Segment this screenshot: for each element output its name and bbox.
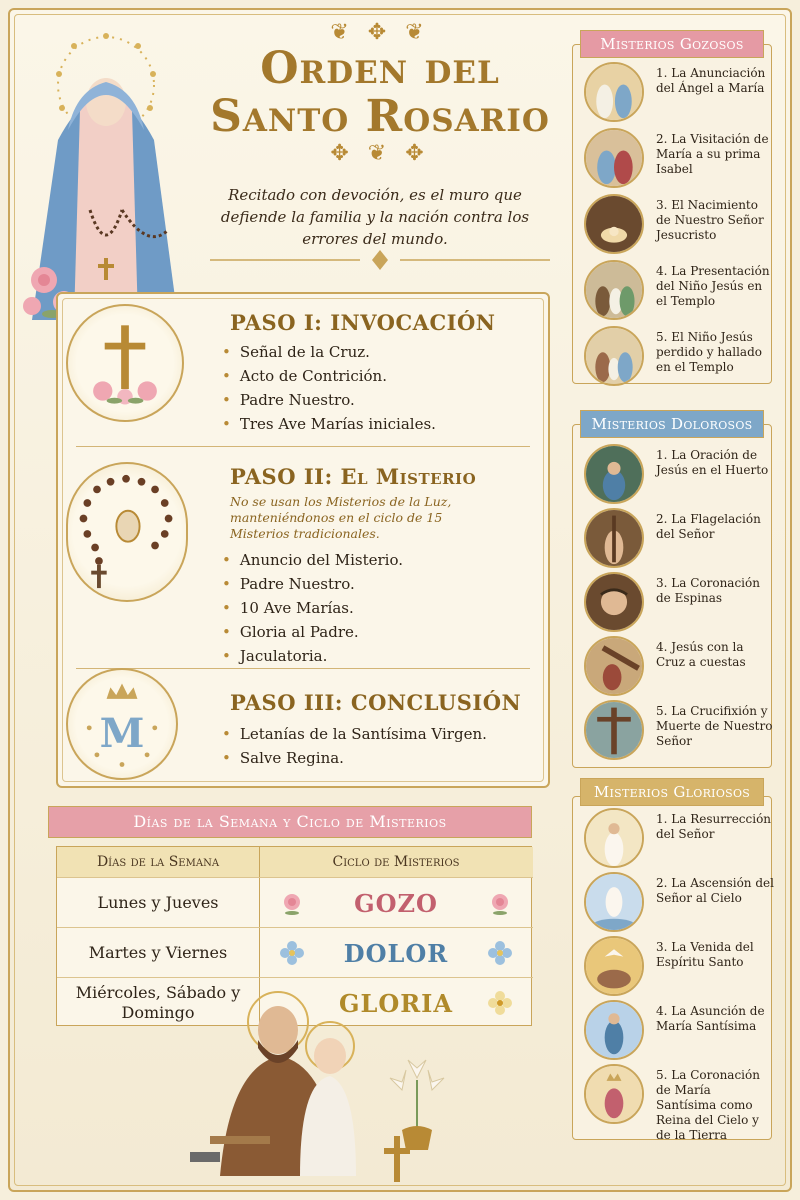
- step-2-note: No se usan los Misterios de la Luz, manteniéndonos en el ciclo de 15 Misterios tradicionales.: [230, 494, 452, 541]
- days-banner: Días de la Semana y Ciclo de Misterios: [48, 806, 532, 838]
- mystery-text: 2. La Visitación de María a su prima Isabel: [656, 132, 769, 176]
- mystery-text: 2. La Ascensión del Señor al Cielo: [656, 876, 774, 905]
- step-2-title: PASO II: El Misterio: [230, 464, 477, 489]
- list-item: • Letanías de la Santísima Virgen.: [222, 722, 487, 746]
- mystery-text: 1. La Anunciación del Ángel a María: [656, 66, 766, 95]
- mystery-item: [584, 444, 774, 508]
- mystery-text: 4. Jesús con la Cruz a cuestas: [656, 640, 746, 669]
- mystery-item: [584, 1064, 774, 1142]
- step-separator: [76, 668, 530, 669]
- mystery-item: [584, 936, 774, 1000]
- pink-rose-icon: [487, 890, 513, 916]
- svg-text:M: M: [99, 709, 145, 758]
- coronation-mary-icon: [584, 1064, 644, 1124]
- list-item: • Señal de la Cruz.: [222, 340, 436, 364]
- table-row: [57, 927, 533, 977]
- page-title-line2: Santo Rosario: [210, 91, 550, 142]
- scourging-icon: [584, 508, 644, 568]
- mystery-text: 3. El Nacimiento de Nuestro Señor Jesucristo: [656, 198, 764, 242]
- crowning-thorns-icon: [584, 572, 644, 632]
- gloriosos-banner: Misterios Gloriosos: [580, 778, 764, 806]
- cycle-col-header: Ciclo de Misterios: [259, 847, 533, 877]
- mystery-text: 5. El Niño Jesús perdido y hallado en el Templo: [656, 330, 762, 374]
- page-title-line1: Orden del: [260, 43, 500, 94]
- ascension-icon: [584, 872, 644, 932]
- step-3-title: PASO III: CONCLUSIÓN: [230, 690, 522, 715]
- mystery-item: [584, 700, 774, 764]
- assumption-icon: [584, 1000, 644, 1060]
- finding-in-temple-icon: [584, 326, 644, 386]
- step-2-bullets: [222, 548, 403, 668]
- list-item: • Jaculatoria.: [222, 644, 403, 668]
- day-cell: Miércoles, Sábado y Domingo: [75, 983, 241, 1022]
- cycle-cell: DOLOR: [343, 938, 449, 968]
- day-cell: Lunes y Jueves: [97, 893, 219, 912]
- mystery-item: [584, 128, 774, 192]
- resurrection-icon: [584, 808, 644, 868]
- list-item: • Padre Nuestro.: [222, 572, 403, 596]
- mystery-item: [584, 872, 774, 936]
- virgin-mary-illustration: [18, 30, 198, 320]
- pentecost-icon: [584, 936, 644, 996]
- mystery-item: [584, 572, 774, 636]
- carrying-cross-icon: [584, 636, 644, 696]
- mystery-item: [584, 636, 774, 700]
- mystery-text: 4. La Presentación del Niño Jesús en el Templo: [656, 264, 770, 308]
- mystery-item: [584, 808, 774, 872]
- cycle-cell: GOZO: [354, 888, 438, 918]
- step-3-bullets: [222, 722, 487, 770]
- mystery-item: [584, 194, 774, 258]
- days-col-header: Días de la Semana: [57, 847, 259, 877]
- list-item: • Padre Nuestro.: [222, 388, 436, 412]
- nativity-icon: [584, 194, 644, 254]
- mystery-item: [584, 508, 774, 572]
- mystery-text: 5. La Crucifixión y Muerte de Nuestro Señor: [656, 704, 773, 748]
- blue-flower-icon: [279, 940, 305, 966]
- step-1-title: PASO I: INVOCACIÓN: [230, 310, 496, 335]
- marian-monogram-icon: [66, 668, 178, 780]
- table-row: [57, 877, 533, 927]
- ornamental-divider-icon: [210, 248, 550, 272]
- title-ornament-bottom-icon: ✥ ❦ ✥: [330, 141, 430, 166]
- list-item: • Salve Regina.: [222, 746, 487, 770]
- gozosos-banner: Misterios Gozosos: [580, 30, 764, 58]
- lilies-vase-icon: [384, 1050, 450, 1150]
- list-item: • Gloria al Padre.: [222, 620, 403, 644]
- presentation-icon: [584, 260, 644, 320]
- dolorosos-banner: Misterios Dolorosos: [580, 410, 764, 438]
- mystery-item: [584, 1000, 774, 1064]
- cross-roses-icon: [66, 304, 184, 422]
- mystery-text: 3. La Venida del Espíritu Santo: [656, 940, 754, 969]
- mystery-text: 1. La Oración de Jesús en el Huerto: [656, 448, 769, 477]
- mystery-text: 4. La Asunción de María Santísima: [656, 1004, 765, 1033]
- title-ornament-icon: ❦ ✥ ❦: [330, 20, 430, 45]
- mystery-item: [584, 326, 774, 390]
- crucifixion-icon: [584, 700, 644, 760]
- rosary-icon: [66, 462, 188, 602]
- title-block: [200, 20, 560, 166]
- step-separator: [76, 446, 530, 447]
- bottom-cross-icon: [384, 1136, 410, 1182]
- mystery-text: 1. La Resurrección del Señor: [656, 812, 772, 841]
- gold-flower-icon: [487, 990, 513, 1016]
- list-item: • Acto de Contrición.: [222, 364, 436, 388]
- list-item: • Tres Ave Marías iniciales.: [222, 412, 436, 436]
- cycle-cell: GLORIA: [338, 988, 454, 1018]
- annunciation-icon: [584, 62, 644, 122]
- day-cell: Martes y Viernes: [88, 943, 228, 962]
- subtitle: Recitado con devoción, es el muro que defiende la familia y la nación contra los errores del mundo.: [220, 186, 530, 248]
- mystery-text: 3. La Coronación de Espinas: [656, 576, 760, 605]
- saint-joseph-illustration: [180, 986, 380, 1176]
- step-1-bullets: [222, 340, 436, 436]
- pink-rose-icon: [279, 890, 305, 916]
- mystery-item: [584, 62, 774, 126]
- mystery-text: 5. La Coronación de María Santísima como Reina del Cielo y de la Tierra: [656, 1068, 760, 1142]
- list-item: • Anuncio del Misterio.: [222, 548, 403, 572]
- mystery-text: 2. La Flagelación del Señor: [656, 512, 761, 541]
- blue-flower-icon: [487, 940, 513, 966]
- agony-garden-icon: [584, 444, 644, 504]
- mystery-item: [584, 260, 774, 324]
- visitation-icon: [584, 128, 644, 188]
- list-item: • 10 Ave Marías.: [222, 596, 403, 620]
